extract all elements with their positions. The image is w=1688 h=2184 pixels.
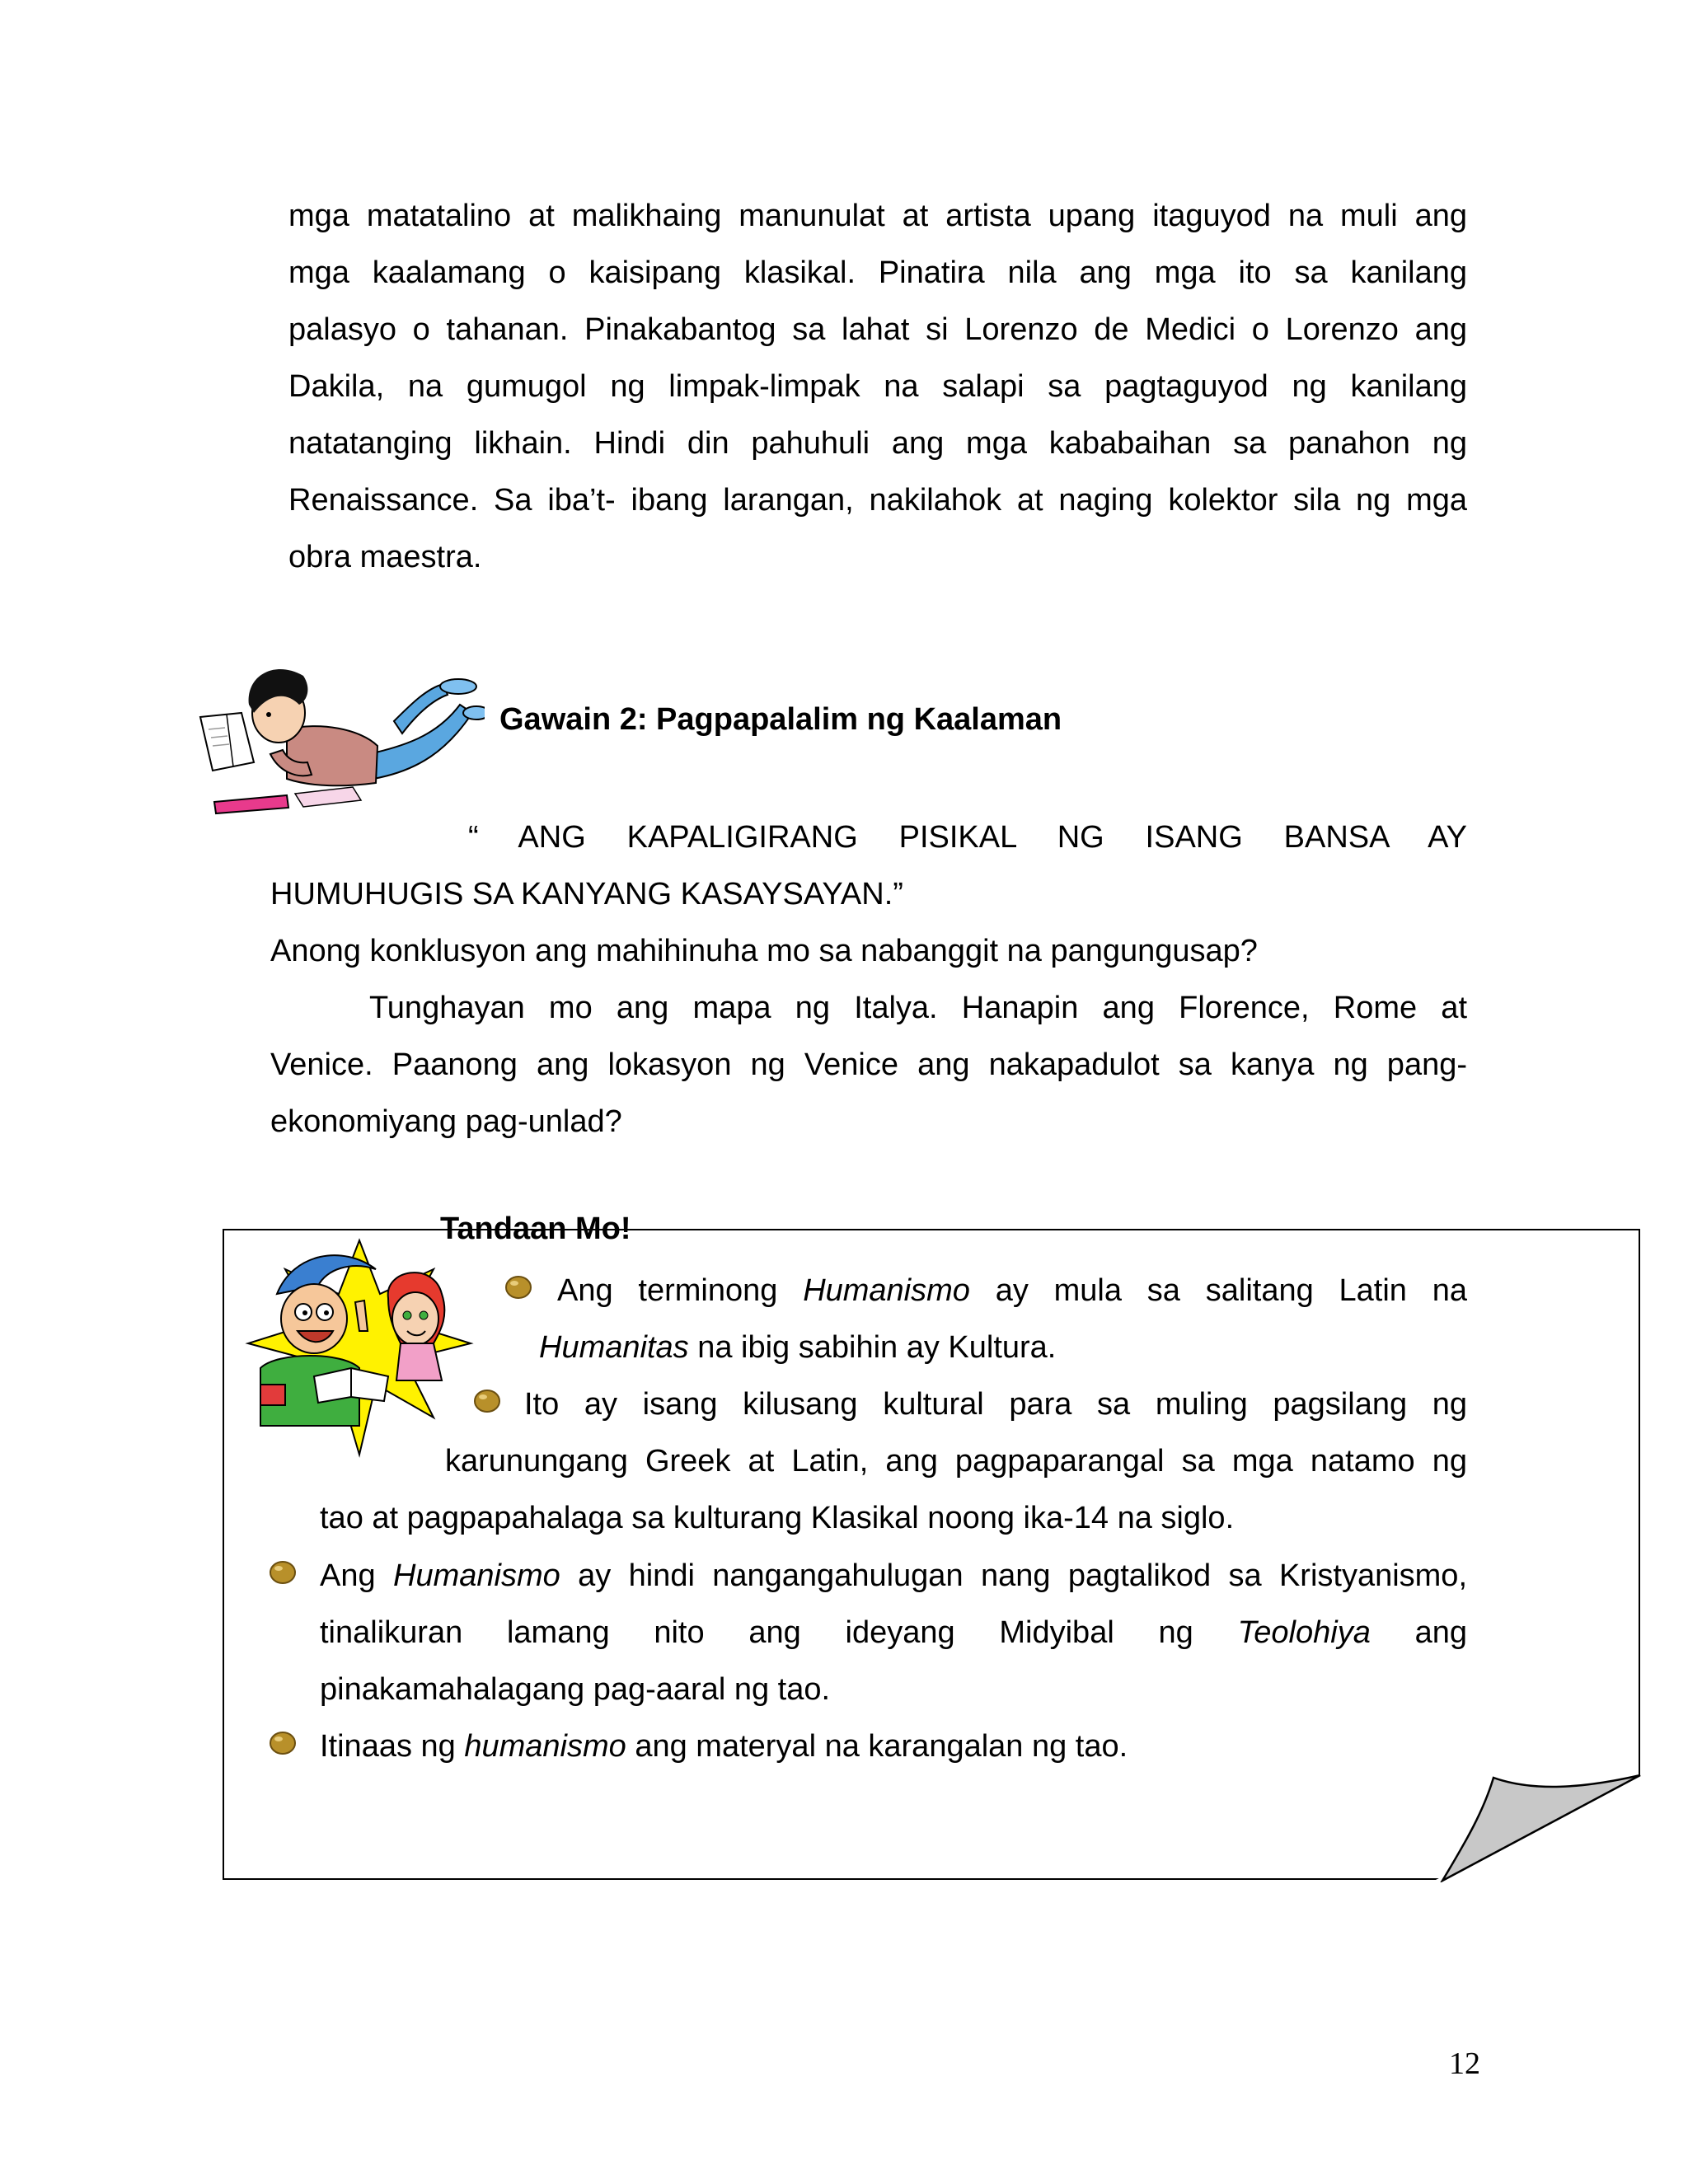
intro-line: palasyo o tahanan. Pinakabantog sa lahat si Lorenzo de Medici o Lorenzo ang — [288, 312, 1467, 347]
bullet-ball-icon — [269, 1560, 297, 1585]
students-illustration — [244, 1236, 475, 1459]
intro-line: natatanging likhain. Hindi din pahuhuli ang mga kababaihan sa panahon ng — [288, 426, 1467, 461]
question-text: Anong konklusyon ang mahihinuha mo sa nabanggit na pangungusap? — [270, 934, 1258, 968]
gawain-quote — [270, 809, 1467, 1151]
intro-line: mga kaalamang o kaisipang klasikal. Pinatira nila ang mga ito sa kanilang — [288, 255, 1467, 290]
bullet-3: Ang Humanismo ay hindi nangangahulugan nang pagtalikod sa Kristyanismo, tinalikuran lamang nito ang ideyang Midyibal ng Teolohiya ang pinakamahalagang pag-aaral ng tao. — [320, 1558, 1468, 1707]
bullet-1: Ang terminong Humanismo ay mula sa salitang Latin na — [557, 1273, 1467, 1308]
reading-boy-illustration — [196, 655, 485, 820]
bullet-ball-icon — [473, 1389, 501, 1413]
bullet-4: Itinaas ng humanismo ang materyal na karangalan ng tao. — [320, 1729, 1128, 1764]
tandaan-title: Tandaan Mo! — [440, 1212, 631, 1246]
instruction-line: Tunghayan mo ang mapa ng Italya. Hanapin ang Florence, Rome at — [369, 991, 1467, 1025]
page-curl-corner — [1434, 1774, 1642, 1882]
intro-line: obra maestra. — [288, 540, 482, 574]
instruction-line: Venice. Paanong ang lokasyon ng Venice ang nakapadulot sa kanya ng pang- — [270, 1047, 1467, 1082]
bullet-2: Ito ay isang kilusang kultural para sa muling pagsilang ng — [524, 1387, 1467, 1422]
bullet-ball-icon — [504, 1275, 532, 1300]
quote-line: HUMUHUGIS SA KANYANG KASAYSAYAN.” — [270, 877, 903, 912]
intro-paragraph — [288, 188, 1467, 586]
bullet-ball-icon — [269, 1731, 297, 1755]
instruction-line: ekonomiyang pag-unlad? — [270, 1104, 622, 1139]
bullet-1-cont: Humanitas na ibig sabihin ay Kultura. — [539, 1330, 1057, 1365]
intro-line: mga matatalino at malikhaing manunulat at artista upang itaguyod na muli ang — [288, 199, 1467, 233]
intro-line: Dakila, na gumugol ng limpak-limpak na salapi sa pagtaguyod ng kanilang — [288, 369, 1467, 404]
page-number: 12 — [1449, 2046, 1480, 2081]
bullet-2-cont: karunungang Greek at Latin, ang pagpaparangal sa mga natamo ng — [445, 1444, 1467, 1479]
intro-line: Renaissance. Sa iba’t- ibang larangan, nakilahok at naging kolektor sila ng mga — [288, 483, 1467, 518]
bullet-2-cont: tao at pagpapahalaga sa kulturang Klasikal noong ika-14 na siglo. — [320, 1501, 1235, 1535]
gawain-title: Gawain 2: Pagpapalalim ng Kaalaman — [499, 702, 1062, 737]
quote-line: “ ANG KAPALIGIRANG PISIKAL NG ISANG BANSA AY — [468, 820, 1467, 855]
